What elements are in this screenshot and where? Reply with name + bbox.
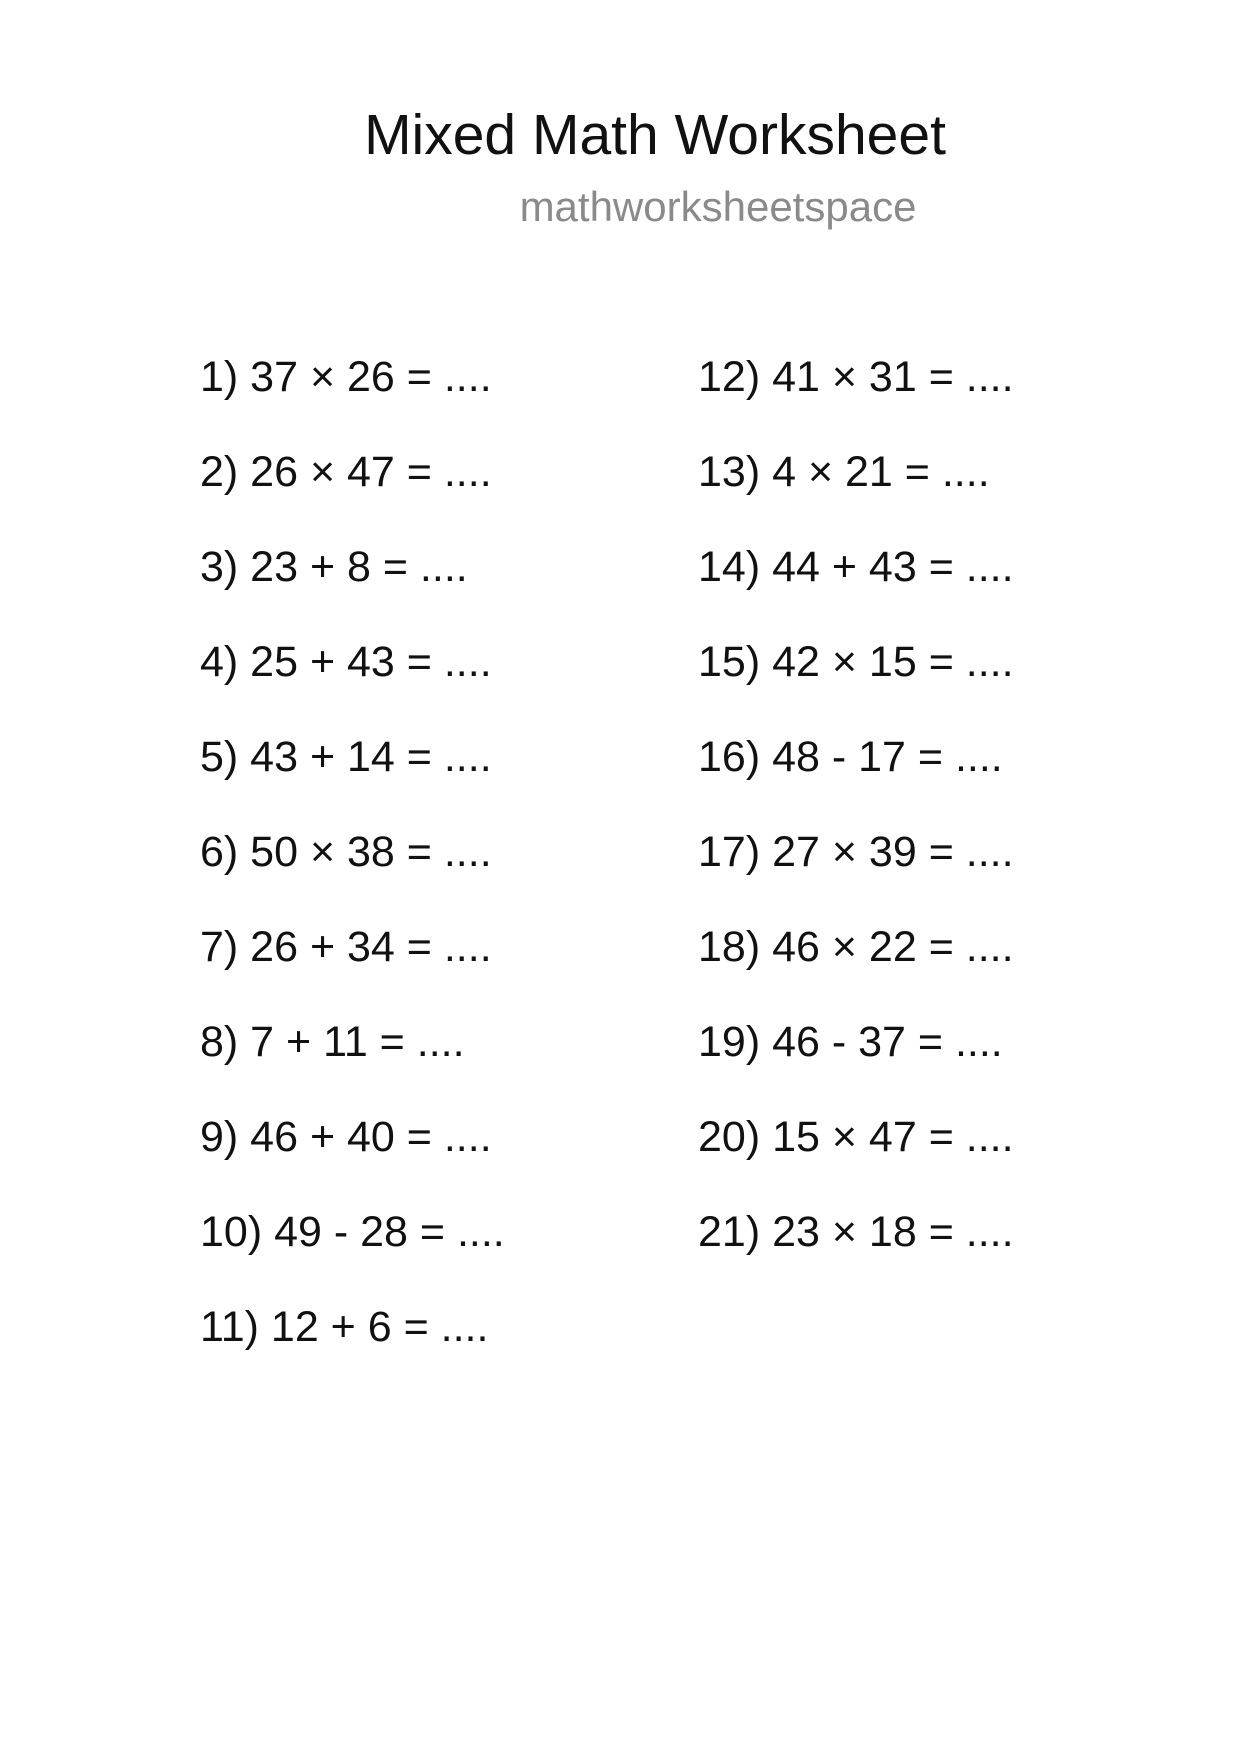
problem-list-right <box>698 350 1014 1300</box>
problem-item: 12) 41 × 31 = .... <box>698 353 1014 401</box>
problem-item: 6) 50 × 38 = .... <box>200 828 492 876</box>
page-subtitle: mathworksheetspace <box>519 183 917 230</box>
problem-item: 16) 48 - 17 = .... <box>698 733 1003 781</box>
problem-item: 7) 26 + 34 = .... <box>200 923 492 971</box>
problem-item: 2) 26 × 47 = .... <box>200 448 492 496</box>
problem-item: 17) 27 × 39 = .... <box>698 828 1014 876</box>
problem-item: 3) 23 + 8 = .... <box>200 543 468 591</box>
problem-item: 8) 7 + 11 = .... <box>200 1018 465 1066</box>
problem-item: 19) 46 - 37 = .... <box>698 1018 1003 1066</box>
problem-list-left <box>200 350 505 1395</box>
problem-item: 18) 46 × 22 = .... <box>698 923 1014 971</box>
problem-item: 11) 12 + 6 = .... <box>200 1303 489 1351</box>
problem-item: 9) 46 + 40 = .... <box>200 1113 492 1161</box>
page-title: Mixed Math Worksheet <box>364 103 946 167</box>
problem-item: 5) 43 + 14 = .... <box>200 733 492 781</box>
problem-item: 13) 4 × 21 = .... <box>698 448 990 496</box>
problem-item: 1) 37 × 26 = .... <box>200 353 492 401</box>
problem-item: 15) 42 × 15 = .... <box>698 638 1014 686</box>
problem-item: 14) 44 + 43 = .... <box>698 543 1014 591</box>
problem-item: 20) 15 × 47 = .... <box>698 1113 1014 1161</box>
problem-item: 10) 49 - 28 = .... <box>200 1208 505 1256</box>
problem-item: 21) 23 × 18 = .... <box>698 1208 1014 1256</box>
problem-item: 4) 25 + 43 = .... <box>200 638 492 686</box>
